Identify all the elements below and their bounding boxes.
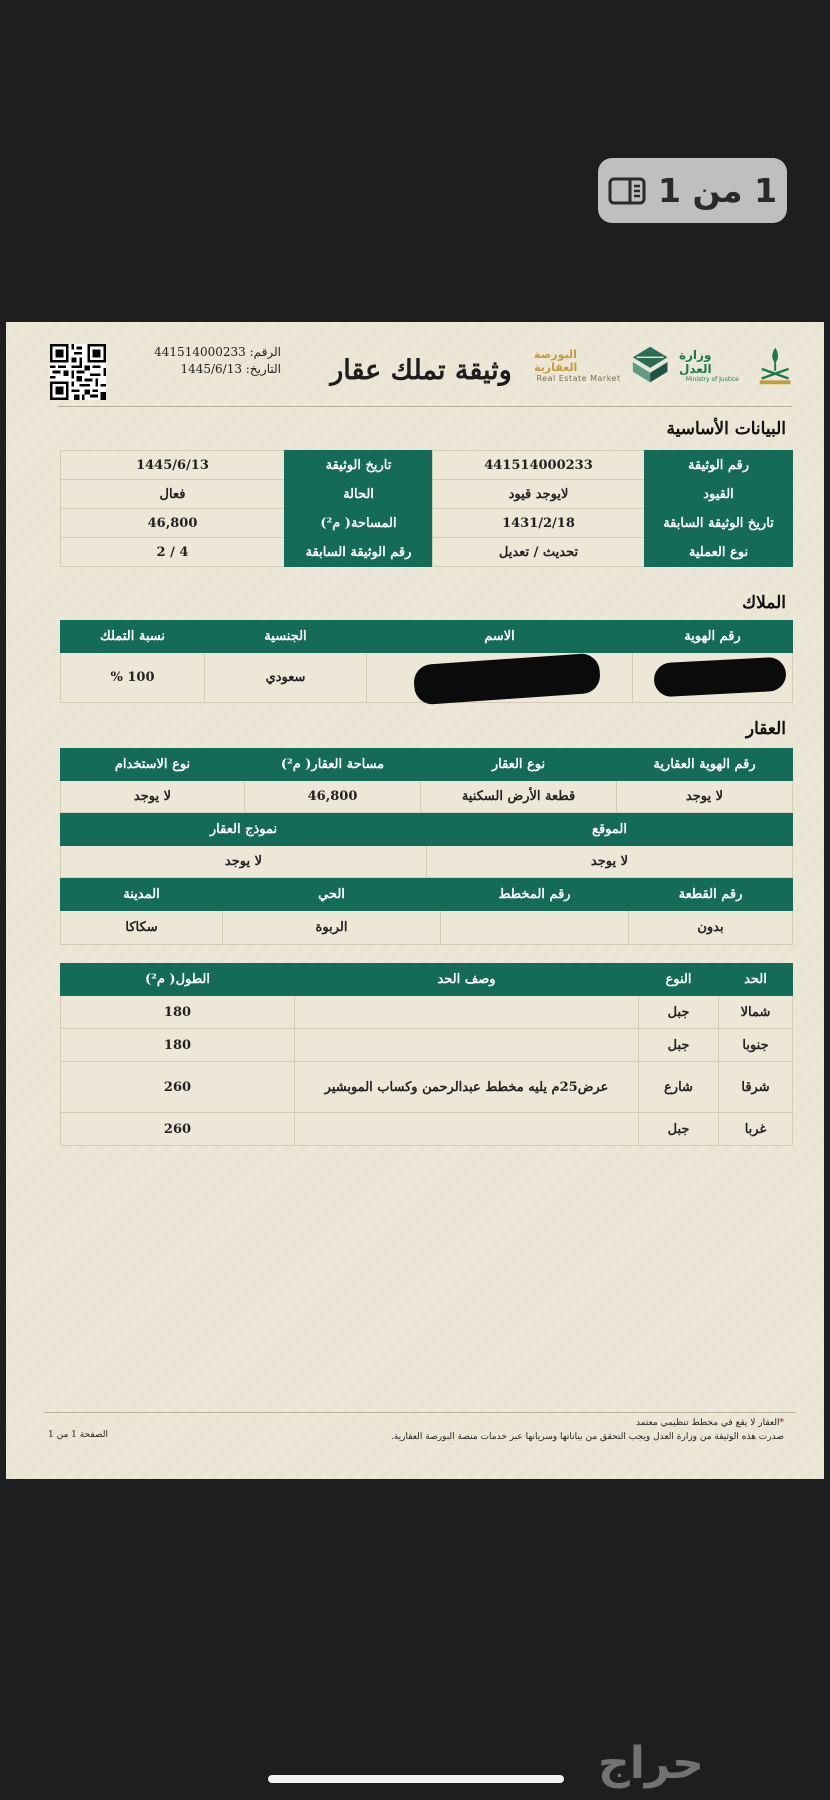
bounds-header: الحد	[719, 964, 793, 996]
property-value: لا يوجد	[617, 781, 793, 813]
property-table-2	[60, 813, 793, 878]
basic-value: تحديث / تعديل	[433, 538, 645, 567]
basic-key: المساحة( م²)	[285, 509, 433, 538]
property-header: الحي	[223, 879, 441, 911]
section-owners-title: الملاك	[742, 593, 786, 613]
property-value	[441, 911, 629, 945]
property-table-3	[60, 878, 793, 945]
basic-key: تاريخ الوثيقة	[285, 451, 433, 480]
bound-side: جنوبا	[719, 1029, 793, 1062]
bounds-header: وصف الحد	[295, 964, 639, 996]
bound-length: 260	[61, 1062, 295, 1113]
property-header: مساحة العقار( م²)	[245, 749, 421, 781]
basic-value: 4 / 2	[61, 538, 285, 567]
bounds-header: الطول( م²)	[61, 964, 295, 996]
bound-desc	[295, 1029, 639, 1062]
property-header: المدينة	[61, 879, 223, 911]
owner-share: 100 %	[61, 653, 205, 703]
owner-nationality: سعودي	[205, 653, 367, 703]
saudi-emblem-icon	[754, 343, 796, 387]
owners-header: الجنسية	[205, 621, 367, 653]
bound-desc	[295, 1113, 639, 1146]
property-value: بدون	[629, 911, 793, 945]
section-property-title: العقار	[745, 719, 786, 739]
document-meta	[121, 344, 281, 378]
real-estate-market-emblem-icon	[629, 343, 671, 387]
bound-desc	[295, 996, 639, 1029]
owners-header: نسبة التملك	[61, 621, 205, 653]
property-header: رقم المخطط	[441, 879, 629, 911]
logo-rem-ar: البورصة العقارية	[534, 347, 578, 374]
table-row	[61, 996, 793, 1029]
table-row	[61, 1113, 793, 1146]
property-table-1	[60, 748, 793, 813]
table-row	[61, 1029, 793, 1062]
logo-moj-ar: وزارة العدل	[678, 347, 712, 376]
number-label: الرقم:	[249, 345, 281, 359]
page-indicator[interactable]	[598, 158, 787, 223]
basic-data-table	[60, 450, 793, 567]
home-indicator[interactable]	[268, 1775, 564, 1783]
date-value: 1445/6/13	[180, 362, 242, 376]
header-divider	[58, 406, 792, 407]
footer-notes	[264, 1416, 784, 1444]
basic-value: 441514000233	[433, 451, 645, 480]
property-value: الربوة	[223, 911, 441, 945]
table-header-row	[61, 879, 793, 911]
asterisk-icon: *	[779, 1418, 784, 1428]
bounds-header: النوع	[639, 964, 719, 996]
number-value: 441514000233	[154, 345, 246, 359]
footer-page-number: الصفحة 1 من 1	[48, 1430, 108, 1440]
bound-type: جبل	[639, 996, 719, 1029]
basic-value: لايوجد قيود	[433, 480, 645, 509]
bound-length: 180	[61, 996, 295, 1029]
bound-length: 180	[61, 1029, 295, 1062]
document-number-line	[121, 344, 281, 361]
haraj-watermark: حراج	[598, 1738, 704, 1789]
real-estate-market-logo	[534, 348, 621, 383]
basic-key: تاريخ الوثيقة السابقة	[645, 509, 793, 538]
property-header: نوع العقار	[421, 749, 617, 781]
table-row	[61, 509, 793, 538]
table-row	[61, 538, 793, 567]
qr-code-icon	[50, 344, 106, 400]
footer-note-1-text: العقار لا يقع في مخطط تنظيمي معتمد	[635, 1418, 780, 1428]
bound-type: جبل	[639, 1029, 719, 1062]
property-value: لا يوجد	[427, 846, 793, 878]
table-row	[61, 451, 793, 480]
table-header-row	[61, 964, 793, 996]
bounds-table	[60, 963, 793, 1146]
owners-header: رقم الهوية	[633, 621, 793, 653]
table-header-row	[61, 621, 793, 653]
property-value: سكاكا	[61, 911, 223, 945]
table-row	[61, 480, 793, 509]
basic-key: رقم الوثيقة السابقة	[285, 538, 433, 567]
basic-key: الحالة	[285, 480, 433, 509]
bound-side: شرقا	[719, 1062, 793, 1113]
bound-type: شارع	[639, 1062, 719, 1113]
property-header: نموذج العقار	[61, 814, 427, 846]
basic-value: 46,800	[61, 509, 285, 538]
redaction-id	[653, 657, 787, 698]
property-header: رقم القطعة	[629, 879, 793, 911]
table-row	[61, 1062, 793, 1113]
property-value: لا يوجد	[61, 846, 427, 878]
basic-value: 1431/2/18	[433, 509, 645, 538]
document-page	[6, 322, 824, 1479]
bound-length: 260	[61, 1113, 295, 1146]
table-row	[61, 911, 793, 945]
table-header-row	[61, 814, 793, 846]
header-logos	[534, 340, 796, 390]
property-value: قطعة الأرض السكنية	[421, 781, 617, 813]
bound-desc: عرض25م يليه مخطط عبدالرحمن وكساب الموبشير	[295, 1062, 639, 1113]
table-header-row	[61, 749, 793, 781]
property-value: 46,800	[245, 781, 421, 813]
footer-note-1	[264, 1416, 784, 1430]
property-header: رقم الهوية العقارية	[617, 749, 793, 781]
footer-note-2: صدرت هذه الوثيقة من وزارة العدل ويجب التحقق من بياناتها وسريانها عبر خدمات منصة البورصة العقارية.	[390, 1432, 784, 1442]
basic-key: نوع العملية	[645, 538, 793, 567]
basic-value: 1445/6/13	[61, 451, 285, 480]
bound-side: شمالا	[719, 996, 793, 1029]
property-header: الموقع	[427, 814, 793, 846]
document-date-line	[121, 361, 281, 378]
document-title: وثيقة تملك عقار	[330, 355, 512, 386]
basic-key: القيود	[645, 480, 793, 509]
owners-header: الاسم	[367, 621, 633, 653]
logo-moj-en: Ministry of Justice	[685, 375, 739, 383]
date-label: التاريخ:	[245, 362, 281, 376]
property-header: نوع الاستخدام	[61, 749, 245, 781]
table-row	[61, 846, 793, 878]
bound-side: غربا	[719, 1113, 793, 1146]
logo-rem-en: Real Estate Market	[536, 373, 621, 383]
footer-divider	[44, 1412, 796, 1413]
ministry-of-justice-logo	[679, 348, 746, 383]
page-indicator-text: 1 من 1	[657, 171, 778, 210]
bound-type: جبل	[639, 1113, 719, 1146]
property-value: لا يوجد	[61, 781, 245, 813]
basic-key: رقم الوثيقة	[645, 451, 793, 480]
section-basic-title: البيانات الأساسية	[666, 419, 786, 439]
basic-value: فعال	[61, 480, 285, 509]
page-viewer-icon	[608, 177, 646, 205]
table-row	[61, 781, 793, 813]
